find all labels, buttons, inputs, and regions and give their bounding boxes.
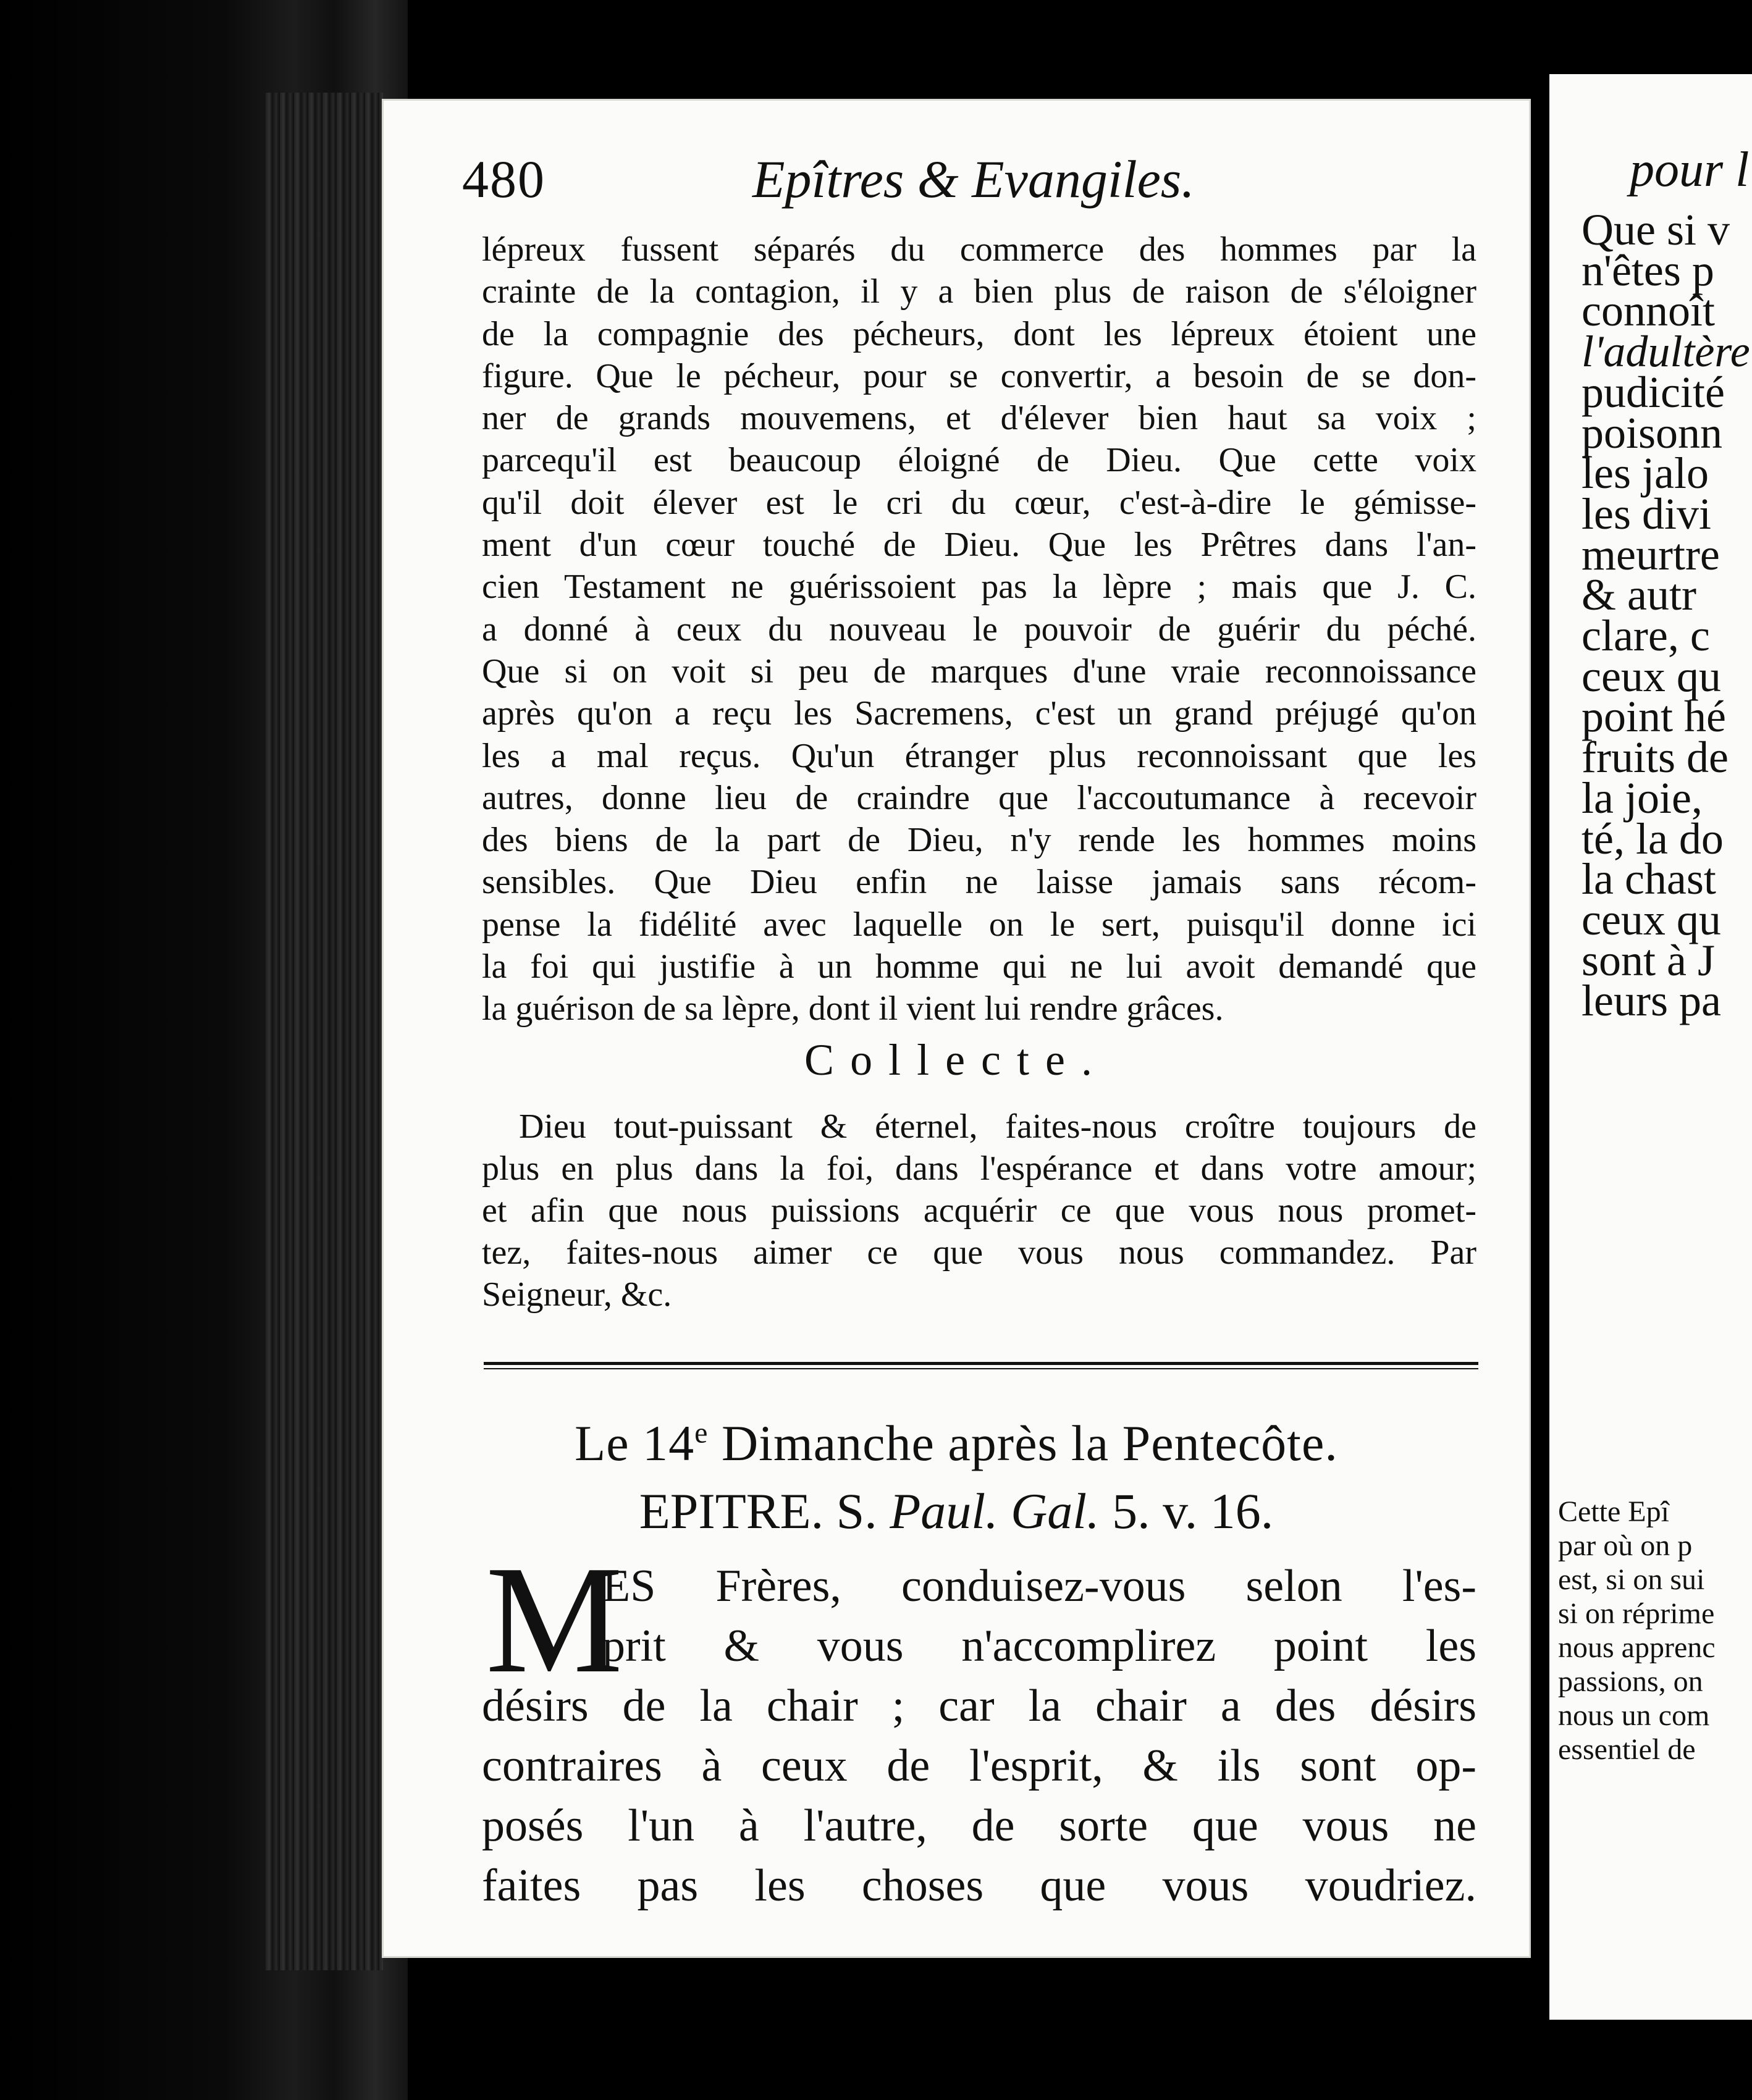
text-line: ner de grands mouvemens, et d'élever bien haut sa voix ;: [482, 399, 1476, 438]
book-gutter: [1531, 74, 1549, 2026]
text-line: clare, c: [1581, 611, 1710, 661]
facing-page: [1549, 74, 1752, 2020]
facing-page-header: pour l: [1630, 143, 1750, 197]
note-line: nous un com: [1558, 1699, 1710, 1732]
text-line: Que si on voit si peu de marques d'une vraie reconnoissance: [482, 652, 1476, 691]
text-line: ceux qu: [1581, 651, 1721, 701]
drop-cap: M: [486, 1534, 623, 1705]
text-line: fruits de: [1581, 733, 1729, 783]
epistle-verse: 5. v. 16.: [1112, 1483, 1274, 1539]
epistle-author: Paul. Gal.: [890, 1483, 1100, 1539]
note-line: est, si on sui: [1558, 1563, 1705, 1596]
text-line: la chast: [1581, 854, 1716, 904]
text-line: la foi qui justifie à un homme qui ne lui avoit demandé que: [482, 947, 1476, 986]
text-line: la joie,: [1581, 773, 1703, 823]
page-edges: [266, 93, 383, 1970]
text-line: désirs de la chair ; car la chair a des désirs: [482, 1681, 1476, 1731]
text-line: faites pas les choses que vous voudriez.: [482, 1860, 1476, 1911]
left-page: [382, 99, 1531, 1958]
ordinal-suffix: e: [694, 1416, 709, 1450]
text-line: contraires à ceux de l'esprit, & ils sont op-: [482, 1741, 1476, 1791]
section-rule-thin: [484, 1368, 1478, 1369]
text-line: tez, faites-nous aimer ce que vous nous commandez. Par: [482, 1233, 1476, 1272]
text-line: la guérison de sa lèpre, dont il vient lui rendre grâces.: [482, 989, 1224, 1028]
epistle-reference: [382, 1482, 1531, 1540]
commentary-text: [482, 229, 1476, 1030]
epistle-label: EPITRE. S.: [639, 1483, 877, 1539]
running-title: Epîtres & Evangiles.: [752, 149, 1195, 209]
text-line: crainte de la contagion, il y a bien plus de raison de s'éloigner: [482, 272, 1476, 311]
text-line: l'adultère: [1581, 327, 1750, 377]
text-line: ment d'un cœur touché de Dieu. Que les Prêtres dans l'an-: [482, 526, 1476, 565]
text-line: lépreux fussent séparés du commerce des hommes par la: [482, 230, 1476, 269]
text-line: figure. Que le pécheur, pour se convertir, a besoin de se don-: [482, 356, 1476, 395]
text-line: et afin que nous puissions acquérir ce que vous nous promet-: [482, 1191, 1476, 1230]
text-line: posés l'un à l'autre, de sorte que vous ne: [482, 1800, 1476, 1851]
text-line: qu'il doit élever est le cri du cœur, c'est-à-dire le gémisse-: [482, 483, 1476, 522]
text-line: meurtre: [1581, 529, 1720, 579]
text-line: prit & vous n'accomplirez point les: [602, 1621, 1476, 1671]
text-line: plus en plus dans la foi, dans l'espérance et dans votre amour;: [482, 1149, 1476, 1188]
section-rule: [484, 1362, 1478, 1365]
text-line: sensibles. Que Dieu enfin ne laisse jamais sans récom-: [482, 863, 1476, 902]
text-line: ceux qu: [1581, 894, 1721, 944]
text-line: point hé: [1581, 692, 1726, 742]
sunday-title-text: Dimanche après la Pentecôte.: [721, 1415, 1338, 1471]
text-line: les jalo: [1581, 448, 1709, 498]
text-line: les a mal reçus. Qu'un étranger plus reconnoissant que les: [482, 736, 1476, 775]
text-line: Seigneur, &c.: [482, 1275, 672, 1314]
page-header: [462, 148, 1463, 229]
collecte-text: [482, 1106, 1476, 1316]
text-line: n'êtes p: [1581, 245, 1714, 295]
text-line: pudicité: [1581, 367, 1725, 417]
text-line: cien Testament ne guérissoient pas la lèpre ; mais que J. C.: [482, 568, 1476, 607]
sunday-title: [382, 1414, 1531, 1472]
facing-page-notes: [1558, 1495, 1716, 1766]
text-line: a donné à ceux du nouveau le pouvoir de guérir du péché.: [482, 610, 1476, 649]
text-line: & autr: [1581, 570, 1696, 620]
note-line: passions, on: [1558, 1665, 1703, 1698]
collecte-heading: Collecte.: [804, 1035, 1108, 1085]
note-line: par où on p: [1558, 1529, 1693, 1562]
text-line: les divi: [1581, 489, 1711, 539]
text-line: parcequ'il est beaucoup éloigné de Dieu. Que cette voix: [482, 441, 1476, 480]
note-line: si on réprime: [1558, 1597, 1715, 1630]
text-line: connoît: [1581, 286, 1715, 336]
text-line: Que si v: [1581, 205, 1730, 254]
text-line: des biens de la part de Dieu, n'y rende les hommes moins: [482, 821, 1476, 860]
sunday-title-number: Le 14: [575, 1415, 695, 1471]
text-line: poisonn: [1581, 408, 1723, 458]
text-line: ES Frères, conduisez-vous selon l'es-: [602, 1561, 1476, 1611]
text-line: pense la fidélité avec laquelle on le sert, puisqu'il donne ici: [482, 905, 1476, 944]
note-line: Cette Epî: [1558, 1495, 1669, 1528]
epistle-text: [482, 1556, 1476, 1916]
page-number: 480: [462, 149, 545, 209]
text-line: après qu'on a reçu les Sacremens, c'est un grand préjugé qu'on: [482, 694, 1476, 733]
text-line: té, la do: [1581, 813, 1724, 863]
text-line: leurs pa: [1581, 976, 1721, 1026]
facing-page-text: [1581, 205, 1750, 1026]
text-line: autres, donne lieu de craindre que l'accoutumance à recevoir: [482, 778, 1476, 817]
text-line: de la compagnie des pécheurs, dont les lépreux étoient une: [482, 314, 1476, 353]
note-line: essentiel de: [1558, 1733, 1696, 1766]
text-line: Dieu tout-puissant & éternel, faites-nous croître toujours de: [519, 1107, 1476, 1146]
note-line: nous apprenc: [1558, 1631, 1716, 1664]
text-line: sont à J: [1581, 935, 1715, 985]
